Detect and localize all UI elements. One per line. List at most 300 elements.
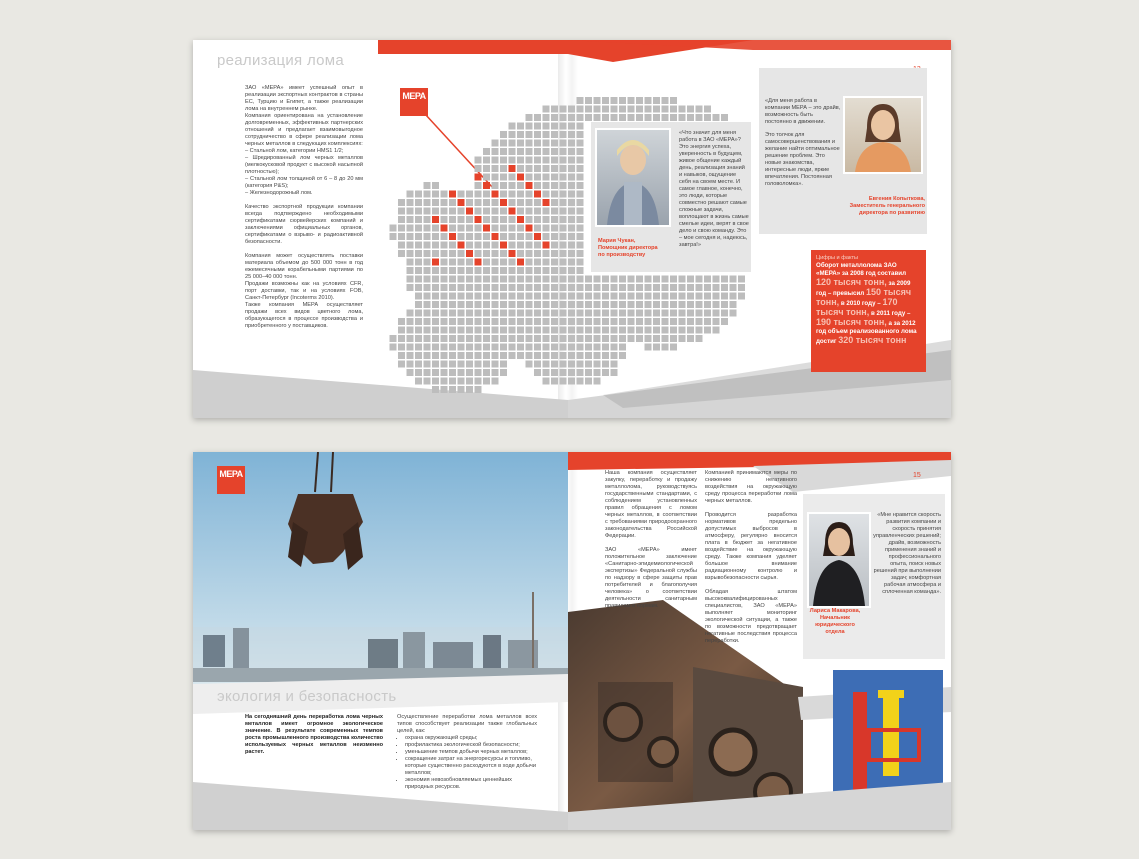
map-dot: [526, 293, 533, 300]
map-dot: [543, 327, 550, 334]
map-dot: [509, 140, 516, 147]
map-dot: [398, 225, 405, 232]
map-dot: [424, 242, 431, 249]
map-dot: [696, 106, 703, 113]
map-dot: [568, 182, 575, 189]
map-dot: [543, 199, 550, 206]
map-dot: [645, 310, 652, 317]
portrait-woman-icon: [597, 130, 669, 225]
photo-chukan: [595, 128, 671, 227]
map-dot: [543, 352, 550, 359]
map-dot: [585, 310, 592, 317]
map-dot: [628, 327, 635, 334]
map-dot: [432, 378, 439, 385]
map-dot: [458, 318, 465, 325]
map-dot: [619, 301, 626, 308]
map-dot: [721, 318, 728, 325]
map-dot: [602, 97, 609, 104]
map-dot: [500, 335, 507, 342]
map-dot: [517, 225, 524, 232]
map-dot: [551, 233, 558, 240]
map-dot: [500, 327, 507, 334]
map-dot: [551, 318, 558, 325]
map-dot: [730, 276, 737, 283]
map-dot: [551, 352, 558, 359]
map-dot: [432, 344, 439, 351]
map-dot: [475, 174, 482, 181]
map-dot: [458, 242, 465, 249]
map-dot: [509, 310, 516, 317]
map-dot: [653, 293, 660, 300]
map-dot: [492, 310, 499, 317]
map-dot: [662, 344, 669, 351]
map-dot: [585, 344, 592, 351]
facts-text-1: Оборот металлолома ЗАО «МЕРА» за 2008 год составил: [816, 262, 907, 277]
map-dot: [517, 140, 524, 147]
caption-koptyaeva: Евгения Копыткова, Заместитель генерального директора по развитию: [849, 196, 925, 216]
map-dot: [560, 259, 567, 266]
map-dot: [679, 327, 686, 334]
map-dot: [449, 327, 456, 334]
map-dot: [449, 378, 456, 385]
map-dot: [577, 276, 584, 283]
map-dot: [449, 216, 456, 223]
ecology-intro: На сегодняшний день переработка лома черных металлов имеет огромное экологическое значение. В результате современных темпов роста промышленного производства количество используемых черных металлов неизменно растет.: [245, 714, 383, 755]
map-dot: [560, 106, 567, 113]
map-dot: [594, 114, 601, 121]
map-dot: [415, 361, 422, 368]
map-dot: [662, 114, 669, 121]
map-dot: [390, 233, 397, 240]
map-dot: [696, 284, 703, 291]
map-dot: [543, 157, 550, 164]
map-dot: [509, 335, 516, 342]
map-dot: [619, 318, 626, 325]
map-dot: [594, 293, 601, 300]
map-dot: [475, 318, 482, 325]
map-dot: [602, 114, 609, 121]
map-dot: [415, 293, 422, 300]
map-dot: [432, 250, 439, 257]
map-dot: [509, 284, 516, 291]
map-dot: [441, 386, 448, 393]
map-dot: [560, 123, 567, 130]
map-dot: [517, 157, 524, 164]
map-dot: [432, 386, 439, 393]
map-dot: [653, 284, 660, 291]
map-dot: [492, 318, 499, 325]
map-dot: [534, 174, 541, 181]
caption-chukan: Мария Чукан, Помощник директора по производству: [598, 238, 658, 258]
map-dot: [432, 327, 439, 334]
map-dot: [441, 276, 448, 283]
map-dot: [577, 301, 584, 308]
map-dot: [483, 182, 490, 189]
map-dot: [670, 97, 677, 104]
map-dot: [492, 225, 499, 232]
map-dot: [398, 361, 405, 368]
map-dot: [628, 335, 635, 342]
map-dot: [653, 327, 660, 334]
map-dot: [662, 301, 669, 308]
map-dot: [653, 335, 660, 342]
map-dot: [509, 352, 516, 359]
map-dot: [509, 344, 516, 351]
map-dot: [551, 276, 558, 283]
map-dot: [449, 310, 456, 317]
logo-text: МЕРА: [402, 91, 426, 101]
map-dot: [602, 284, 609, 291]
map-dot: [602, 276, 609, 283]
map-dot: [517, 352, 524, 359]
map-dot: [424, 182, 431, 189]
map-dot: [500, 267, 507, 274]
map-dot: [619, 97, 626, 104]
map-dot: [492, 335, 499, 342]
map-dot: [466, 318, 473, 325]
map-dot: [602, 327, 609, 334]
map-dot: [415, 310, 422, 317]
map-dot: [670, 276, 677, 283]
map-dot: [611, 361, 618, 368]
map-dot: [500, 293, 507, 300]
map-dot: [492, 233, 499, 240]
map-dot: [517, 191, 524, 198]
map-dot: [526, 165, 533, 172]
map-dot: [568, 344, 575, 351]
map-dot: [534, 114, 541, 121]
map-dot: [509, 233, 516, 240]
map-dot: [534, 216, 541, 223]
map-dot: [704, 301, 711, 308]
map-dot: [500, 310, 507, 317]
map-dot: [509, 148, 516, 155]
map-dot: [398, 344, 405, 351]
map-dot: [466, 208, 473, 215]
map-dot: [611, 310, 618, 317]
map-dot: [568, 140, 575, 147]
map-dot: [500, 318, 507, 325]
map-dot: [704, 318, 711, 325]
map-dot: [441, 267, 448, 274]
map-dot: [721, 301, 728, 308]
photo-koptyaeva: [843, 96, 923, 174]
map-dot: [517, 208, 524, 215]
map-dot: [534, 242, 541, 249]
map-dot: [560, 208, 567, 215]
map-dot: [466, 369, 473, 376]
map-dot: [687, 114, 694, 121]
map-dot: [415, 191, 422, 198]
map-dot: [645, 327, 652, 334]
map-dot: [441, 369, 448, 376]
map-dot: [611, 97, 618, 104]
map-dot: [560, 165, 567, 172]
map-dot: [415, 276, 422, 283]
map-dot: [560, 352, 567, 359]
map-dot: [687, 318, 694, 325]
map-dot: [543, 318, 550, 325]
map-dot: [500, 140, 507, 147]
map-dot: [577, 378, 584, 385]
map-dot: [492, 378, 499, 385]
map-dot: [713, 327, 720, 334]
map-dot: [679, 301, 686, 308]
map-dot: [390, 344, 397, 351]
map-dot: [475, 250, 482, 257]
map-dot: [738, 276, 745, 283]
map-dot: [500, 199, 507, 206]
map-dot: [619, 352, 626, 359]
map-dot: [475, 352, 482, 359]
facts-title: Цифры и факты: [816, 255, 859, 261]
map-dot: [407, 335, 414, 342]
map-dot: [713, 293, 720, 300]
facts-box: [811, 250, 926, 372]
map-dot: [526, 216, 533, 223]
map-dot: [577, 335, 584, 342]
portrait-woman-icon: [845, 98, 921, 172]
map-dot: [466, 361, 473, 368]
map-dot: [407, 284, 414, 291]
ecology-list-block: [397, 714, 537, 791]
map-dot: [594, 327, 601, 334]
map-dot: [534, 131, 541, 138]
map-dot: [458, 369, 465, 376]
map-dot: [475, 378, 482, 385]
map-dot: [475, 267, 482, 274]
map-dot: [466, 293, 473, 300]
map-dot: [543, 106, 550, 113]
map-dot: [509, 208, 516, 215]
map-dot: [645, 293, 652, 300]
map-dot: [517, 165, 524, 172]
map-dot: [449, 267, 456, 274]
map-dot: [730, 284, 737, 291]
map-dot: [407, 318, 414, 325]
map-dot: [415, 301, 422, 308]
list-item: • сокращение затрат на энергоресурсы и топливо, которые существенно расходуются в ходе добычи металлов;: [405, 756, 537, 777]
map-dot: [611, 284, 618, 291]
map-dot: [543, 182, 550, 189]
map-dot: [398, 250, 405, 257]
map-dot: [568, 284, 575, 291]
map-dot: [721, 276, 728, 283]
map-dot: [475, 386, 482, 393]
map-dot: [662, 310, 669, 317]
map-dot: [551, 114, 558, 121]
map-dot: [611, 327, 618, 334]
map-dot: [594, 361, 601, 368]
caption-makarova: Лариса Макарова, Начальник юридического отдела: [809, 608, 861, 635]
map-dot: [517, 327, 524, 334]
map-dot: [543, 250, 550, 257]
sales-text: ЗАО «МЕРА» имеет успешный опыт в реализации экспортных контрактов в страны ЕС, Турцию и Египет, а также реализации лома на внутреннем рынке. Компания ориентирована на установление долговременных, эффективных партнерских отношений и предлагает взаимовыгодное сотрудничество в сфере реализации лома черных металлов в следующих комплексиях: – Стальной лом, категории HMS1 1/2; – Шредированный лом черных металлов (мелкокусковой продукт с высокой насыпной плотностью); – Стальной лом толщиной от 6 – 8 до 20 мм (категория P&S); – Железнодорожный лом. Качество экспортной продукции компании всегда подтверждено необходимыми сертификатами сюрвейерских компаний и заключениями официальных органов, сертификатами о взрыво- и радиоактивной безопасности. Компания может осуществлять поставки материала объемом до 500 000 тонн в год ежемесячными корабельными партиями по 25 000–40 000 тонн. Продажи возможны как на условиях CFR, порт доставки, так и на условиях FOB, Санкт-Петербург (Incoterms 2010). Также компания МЕРА осуществляет продажи всех видов цветного лома, образующегося в процессе производства и приобретенного у поставщиков.: [245, 85, 363, 329]
map-dot: [466, 386, 473, 393]
map-dot: [628, 284, 635, 291]
map-dot: [551, 259, 558, 266]
map-dot: [432, 318, 439, 325]
map-dot: [704, 327, 711, 334]
map-dot: [551, 369, 558, 376]
map-dot: [577, 174, 584, 181]
mera-logo: [217, 466, 245, 494]
map-dot: [466, 233, 473, 240]
map-dot: [517, 318, 524, 325]
map-dot: [611, 293, 618, 300]
map-dot: [585, 335, 592, 342]
map-dot: [670, 114, 677, 121]
map-dot: [517, 284, 524, 291]
map-dot: [670, 284, 677, 291]
facts-text-5: а за 2012 год объем реализованного лома достиг: [816, 320, 917, 345]
map-dot: [466, 310, 473, 317]
map-dot: [509, 123, 516, 130]
map-dot: [568, 369, 575, 376]
map-dot: [398, 327, 405, 334]
top-spread: [193, 40, 951, 418]
map-dot: [534, 344, 541, 351]
map-dot: [449, 352, 456, 359]
map-dot: [577, 123, 584, 130]
map-dot: [526, 191, 533, 198]
map-dot: [543, 284, 550, 291]
map-dot: [543, 114, 550, 121]
map-dot: [543, 208, 550, 215]
map-dot: [585, 97, 592, 104]
map-dot: [517, 123, 524, 130]
map-dot: [534, 310, 541, 317]
map-dot: [585, 361, 592, 368]
portrait-woman-icon: [809, 514, 869, 606]
map-dot: [483, 352, 490, 359]
map-dot: [560, 174, 567, 181]
map-dot: [475, 225, 482, 232]
map-dot: [551, 335, 558, 342]
map-dot: [628, 293, 635, 300]
map-dot: [526, 148, 533, 155]
map-dot: [441, 378, 448, 385]
map-dot: [577, 310, 584, 317]
map-dot: [560, 131, 567, 138]
map-dot: [458, 352, 465, 359]
map-dot: [441, 301, 448, 308]
map-dot: [628, 106, 635, 113]
map-dot: [517, 276, 524, 283]
map-dot: [432, 225, 439, 232]
map-dot: [551, 216, 558, 223]
map-dot: [475, 369, 482, 376]
map-dot: [458, 327, 465, 334]
map-dot: [492, 344, 499, 351]
map-dot: [407, 242, 414, 249]
map-dot: [475, 208, 482, 215]
map-dot: [534, 361, 541, 368]
map-dot: [619, 310, 626, 317]
map-dot: [458, 344, 465, 351]
map-dot: [526, 284, 533, 291]
map-dot: [483, 369, 490, 376]
map-dot: [653, 318, 660, 325]
map-dot: [543, 369, 550, 376]
map-dot: [441, 310, 448, 317]
map-dot: [543, 361, 550, 368]
map-dot: [653, 310, 660, 317]
map-dot: [551, 250, 558, 257]
map-dot: [543, 225, 550, 232]
map-dot: [679, 335, 686, 342]
map-dot: [483, 191, 490, 198]
map-dot: [526, 344, 533, 351]
map-dot: [415, 284, 422, 291]
map-dot: [441, 250, 448, 257]
map-dot: [398, 335, 405, 342]
map-dot: [449, 250, 456, 257]
facts-text-4: в 2011 году –: [870, 310, 911, 317]
map-dot: [551, 157, 558, 164]
map-dot: [441, 216, 448, 223]
map-dot: [636, 106, 643, 113]
map-dot: [560, 327, 567, 334]
map-dot: [475, 284, 482, 291]
map-dot: [424, 259, 431, 266]
map-dot: [534, 123, 541, 130]
map-dot: [492, 250, 499, 257]
facts-text-3: в 2010 году –: [840, 300, 881, 307]
text-column-1: Наша компания осуществляет закупку, переработку и продажу металлолома, руководствуясь государственными стандартами, с соблюдением установленных правил обращения с ломом черных металлов, в соответствии с требованиями природоохранного законодательства Российской Федерации. ЗАО «МЕРА» имеет положительное заключение «Санитарно-эпидемиологической экспертизы» Федеральной службы по надзору в сфере защиты прав потребителей и благополучия человека» о соответствии деятельности санитарным правилам и нормам.: [605, 470, 697, 609]
map-dot: [653, 344, 660, 351]
map-dot: [526, 225, 533, 232]
map-dot: [407, 352, 414, 359]
map-dot: [602, 106, 609, 113]
map-dot: [543, 233, 550, 240]
map-dot: [458, 267, 465, 274]
map-dot: [424, 327, 431, 334]
map-dot: [500, 284, 507, 291]
map-dot: [432, 216, 439, 223]
map-dot: [594, 301, 601, 308]
map-dot: [551, 293, 558, 300]
map-dot: [509, 131, 516, 138]
map-dot: [577, 242, 584, 249]
map-dot: [687, 310, 694, 317]
map-dot: [526, 301, 533, 308]
map-dot: [628, 301, 635, 308]
map-dot: [432, 208, 439, 215]
map-dot: [577, 318, 584, 325]
map-dot: [500, 361, 507, 368]
map-dot: [560, 267, 567, 274]
map-dot: [696, 318, 703, 325]
map-dot: [670, 106, 677, 113]
map-dot: [432, 310, 439, 317]
map-dot: [619, 327, 626, 334]
map-dot: [526, 259, 533, 266]
map-dot: [543, 267, 550, 274]
map-dot: [568, 361, 575, 368]
map-dot: [458, 386, 465, 393]
map-dot: [713, 276, 720, 283]
map-dot: [390, 225, 397, 232]
map-dot: [475, 361, 482, 368]
map-dot: [568, 106, 575, 113]
map-dot: [534, 352, 541, 359]
map-dot: [517, 335, 524, 342]
map-dot: [517, 131, 524, 138]
map-dot: [662, 276, 669, 283]
map-dot: [432, 335, 439, 342]
map-dot: [500, 208, 507, 215]
